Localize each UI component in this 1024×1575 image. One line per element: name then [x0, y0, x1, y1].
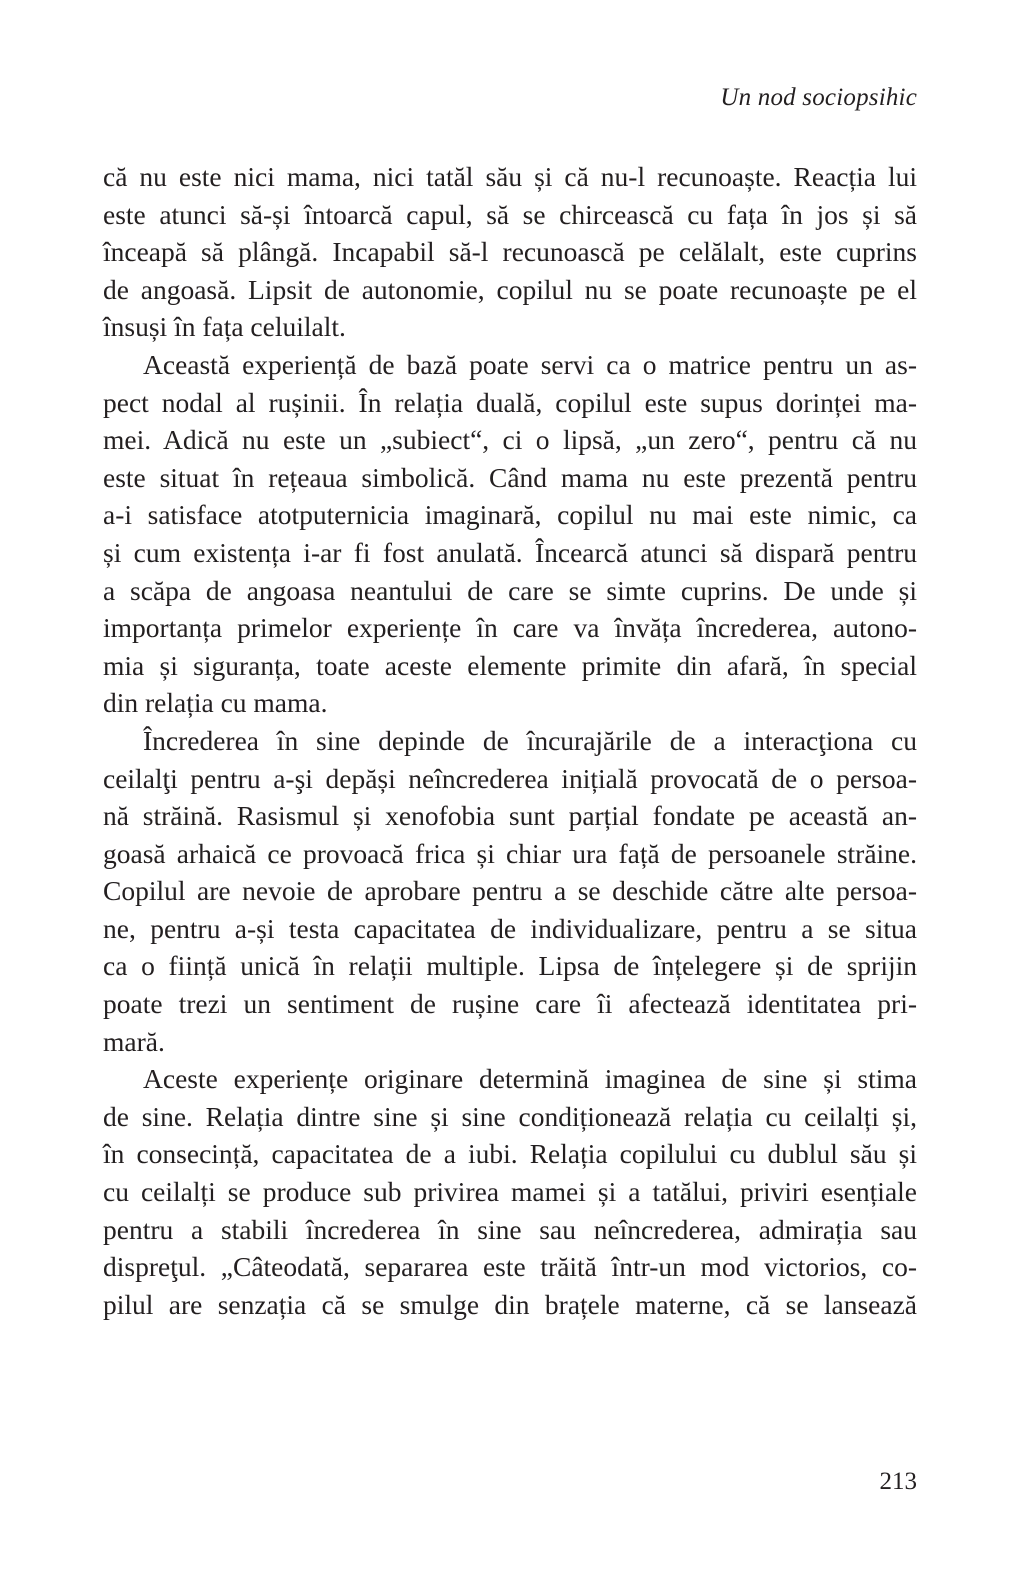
text-line: cu ceilalți se produce sub privirea mamei și a tatălui, priviri esențiale [103, 1176, 917, 1208]
text-line: în consecință, capacitatea de a iubi. Relația copilului cu dublul său și [103, 1138, 917, 1170]
text-line: pect nodal al rușinii. În relația duală, copilul este supus dorinței ma- [103, 386, 917, 418]
text-line: nă străină. Rasismul și xenofobia sunt parțial fondate pe această an- [103, 800, 917, 832]
text-line: că nu este nici mama, nici tatăl său și că nu-l recunoaște. Reacția lui [103, 161, 917, 192]
text-line: de sine. Relația dintre sine și sine condiționează relația cu ceilalți și, [103, 1100, 917, 1132]
text-line: Aceste experiențe originare determină imaginea de sine și stima [143, 1063, 917, 1095]
text-line: înceapă să plângă. Incapabil să-l recunoască pe celălalt, este cuprins [103, 236, 917, 268]
text-line: și cum existența i-ar fi fost anulată. Încearcă atunci să dispară pentru [103, 536, 917, 568]
paragraph [103, 158, 917, 346]
text-line: mia și siguranța, toate aceste elemente primite din afară, în special [103, 649, 917, 681]
page-number: 213 [879, 1468, 917, 1495]
text-line: a-i satisface atotputernicia imaginară, copilul nu mai este nimic, ca [103, 499, 917, 531]
text-line: mei. Adică nu este un „subiect“, ci o lipsă, „un zero“, pentru că nu [103, 424, 917, 456]
paragraph [103, 1060, 917, 1323]
text-line: Încrederea în sine depinde de încurajările de a interacţiona cu [143, 724, 917, 756]
text-line: Această experiență de bază poate servi ca o matrice pentru un as- [143, 348, 917, 380]
text-line: ceilalţi pentru a-şi depăși neîncrederea inițială provocată de o persoa- [103, 762, 917, 794]
paragraph [103, 722, 917, 1060]
text-line: pilul are senzația că se smulge din brațele materne, că se lansează [103, 1288, 917, 1320]
text-line: de angoasă. Lipsit de autonomie, copilul nu se poate recunoaște pe el [103, 273, 917, 305]
text-line: pentru a stabili încrederea în sine sau neîncrederea, admirația sau [103, 1213, 917, 1245]
text-line: însuși în fața celuilalt. [103, 311, 346, 343]
paragraph [103, 346, 917, 722]
text-line: ca o ființă unică în relații multiple. Lipsa de înțelegere și de sprijin [103, 950, 917, 982]
text-line: ne, pentru a-și testa capacitatea de individualizare, pentru a se situa [103, 912, 917, 944]
text-line: este atunci să-și întoarcă capul, să se chircească cu fața în jos și să [103, 198, 917, 230]
running-header: Un nod sociopsihic [720, 84, 917, 111]
text-line: dispreţul. „Câteodată, separarea este trăită într-un mod victorios, co- [103, 1251, 917, 1283]
text-line: importanța primelor experiențe în care va învăța încrederea, autono- [103, 612, 917, 644]
text-line: din relația cu mama. [103, 687, 328, 719]
text-line: poate trezi un sentiment de rușine care îi afectează identitatea pri- [103, 988, 917, 1020]
text-line: Copilul are nevoie de aprobare pentru a se deschide către alte persoa- [103, 875, 917, 907]
text-line: mară. [103, 1025, 165, 1057]
text-line: goasă arhaică ce provoacă frica și chiar ura față de persoanele străine. [103, 837, 917, 869]
text-line: este situat în rețeaua simbolică. Când mama nu este prezentă pentru [103, 461, 917, 493]
body-text [103, 158, 917, 1323]
text-line: a scăpa de angoasa neantului de care se simte cuprins. De unde și [103, 574, 917, 606]
